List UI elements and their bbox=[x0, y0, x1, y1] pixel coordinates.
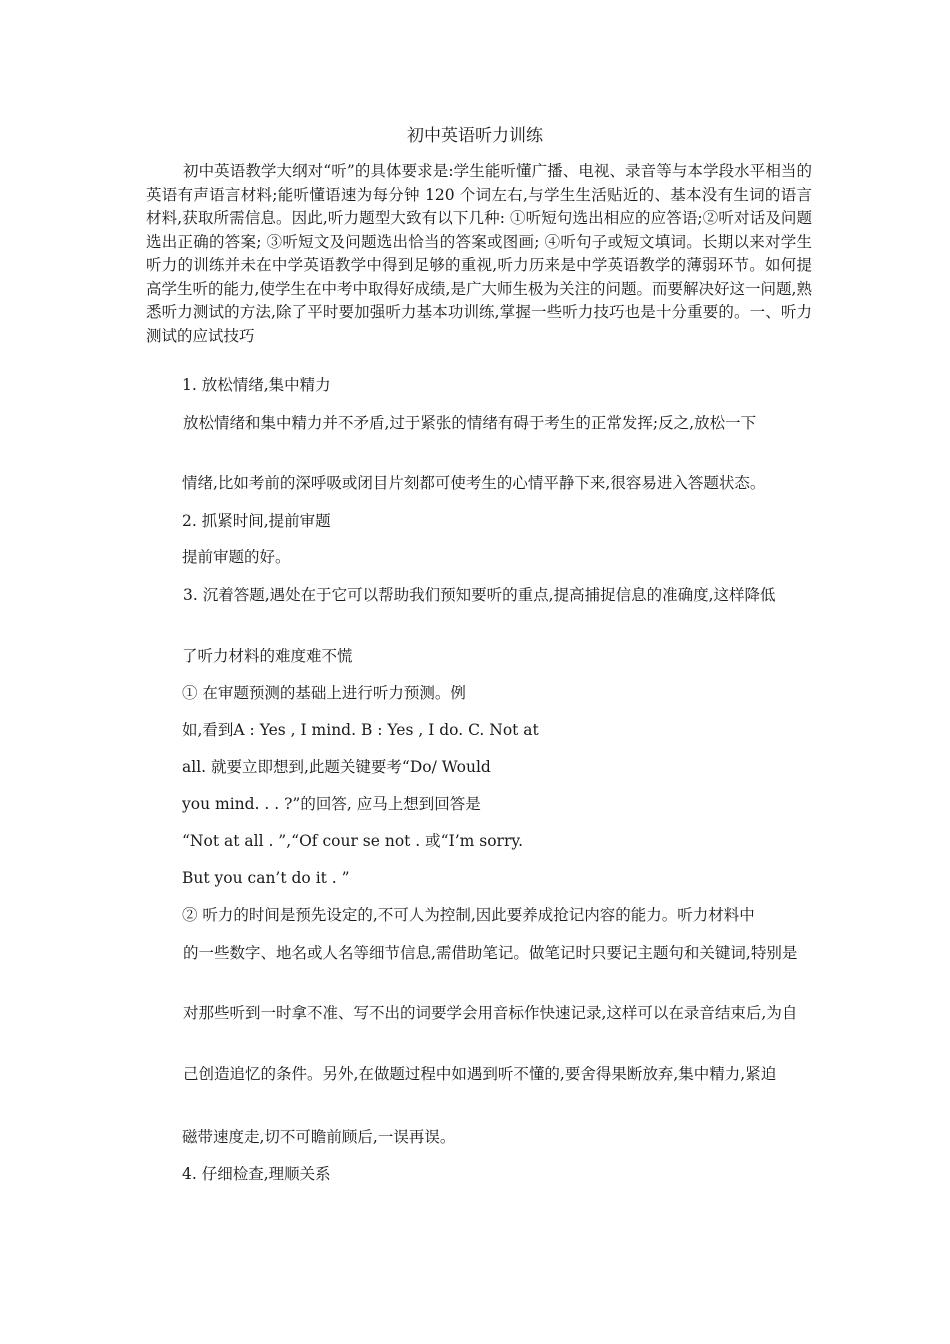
section-3-paragraph-1: 了听力材料的难度难不慌 bbox=[182, 647, 353, 665]
section-1-heading: 1. 放松情绪,集中精力 bbox=[182, 376, 331, 394]
section-3-paragraph-5: 磁带速度走,切不可瞻前顾后,一误再误。 bbox=[182, 1128, 456, 1146]
section-3-paragraph-3: 对那些听到一时拿不准、写不出的词要学会用音标作快速记录,这样可以在录音结束后,为自 bbox=[183, 1004, 798, 1022]
section-3-item-1: ① 在审题预测的基础上进行听力预测。例 bbox=[182, 684, 466, 702]
section-3-paragraph-2: 的一些数字、地名或人名等细节信息,需借助笔记。做笔记时只要记主题句和关键词,特别是 bbox=[183, 944, 798, 962]
section-1-paragraph-2: 情绪,比如考前的深呼吸或闭目片刻都可使考生的心情平静下来,很容易进入答题状态。 bbox=[182, 474, 766, 492]
page-title: 初中英语听力训练 bbox=[407, 126, 543, 146]
section-3-paragraph-4: 己创造追忆的条件。另外,在做题过程中如遇到听不懂的,要舍得果断放弃,集中精力,紧迫 bbox=[183, 1065, 777, 1083]
section-2-heading: 2. 抓紧时间,提前审题 bbox=[182, 512, 331, 530]
section-3-heading: 3. 沉着答题,遇处在于它可以帮助我们预知要听的重点,提高捕捉信息的准确度,这样降低 bbox=[183, 586, 776, 604]
section-2-paragraph-1: 提前审题的好。 bbox=[182, 548, 291, 566]
example-line-2: all. 就要立即想到,此题关键要考“Do/ Would bbox=[182, 758, 491, 776]
example-line-4: “Not at all . ”,“Of cour se not . 或“I’m sorry. bbox=[182, 832, 523, 850]
section-3-item-2: ② 听力的时间是预先设定的,不可人为控制,因此要养成抢记内容的能力。听力材料中 bbox=[182, 906, 755, 924]
section-4-heading: 4. 仔细检查,理顺关系 bbox=[182, 1165, 331, 1183]
example-line-1: 如,看到A : Yes , I mind. B : Yes , I do. C. Not at bbox=[182, 721, 539, 739]
section-1-paragraph-1: 放松情绪和集中精力并不矛盾,过于紧张的情绪有碍于考生的正常发挥;反之,放松一下 bbox=[183, 414, 757, 432]
example-line-5: But you can’t do it . ” bbox=[182, 869, 350, 887]
example-line-3: you mind. . . ?”的回答, 应马上想到回答是 bbox=[182, 795, 481, 813]
intro-paragraph: 初中英语教学大纲对“听”的具体要求是:学生能听懂广播、电视、录音等与本学段水平相当的英语有声语言材料;能听懂语速为每分钟 120 个词左右,与学生生活贴近的、基本没有生词的语言材料,获取所需信息。因此,听力题型大致有以下几种: ①听短句选出相应的应答语;②听对话及问题选出正确的答案; ③听短文及问题选出恰当的答案或图画; ④听句子或短文填词。长期以来对学生听力的训练并未在中学英语教学中得到足够的重视,听力历来是中学英语教学的薄弱环节。如何提高学生听的能力,使学生在中考中取得好成绩,是广大师生极为关注的问题。而要解决好这一问题,熟悉听力测试的方法,除了平时要加强听力基本功训练,掌握一些听力技巧也是十分重要的。一、听力测试的应试技巧 bbox=[146, 162, 812, 345]
